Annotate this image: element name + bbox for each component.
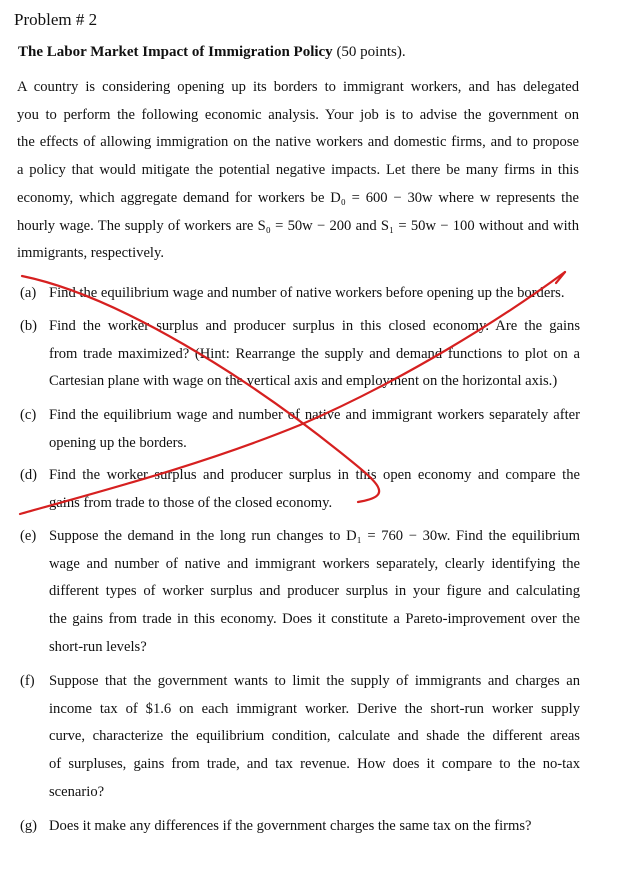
- part-f: [20, 668, 580, 807]
- problem-title: [18, 44, 406, 61]
- intro-line: A country is considering opening up its borders to immigrant workers, and has delegated: [17, 79, 579, 95]
- intro-line: the effects of allowing immigration on the native workers and domestic firms, and to propose: [17, 134, 579, 151]
- part-line: Find the worker surplus and producer surplus in this closed economy. Are the gains: [49, 318, 580, 334]
- part-line: income tax of $1.6 on each immigrant worker. Derive the short-run worker supply: [49, 700, 580, 717]
- intro-paragraph: [17, 74, 579, 268]
- part-line: different types of worker surplus and producer surplus in your figure and calculating: [49, 583, 580, 600]
- part-b: [20, 313, 580, 396]
- part-line: Suppose the demand in the long run changes to D₁ = 760 − 30w. Find the equilibrium: [49, 528, 580, 544]
- intro-line: immigrants, respectively.: [17, 245, 164, 262]
- intro-line: hourly wage. The supply of workers are S₀ = 50w − 200 and S₁ = 50w − 100 without and with: [17, 217, 579, 234]
- part-line: Suppose that the government wants to limit the supply of immigrants and charges an: [49, 673, 580, 689]
- part-label: (d): [20, 467, 38, 483]
- title-points: (50 points).: [336, 44, 406, 60]
- part-label: (a): [20, 285, 37, 301]
- part-line: Find the equilibrium wage and number of native workers before opening up the borders.: [49, 285, 565, 301]
- part-line: the gains from trade in this economy. Does it constitute a Pareto-improvement over the: [49, 611, 580, 628]
- part-a: [20, 280, 580, 308]
- intro-line: a policy that would mitigate the potential negative impacts. Let there be many firms in this: [17, 162, 579, 179]
- title-text: The Labor Market Impact of Immigration Policy: [18, 44, 333, 60]
- part-line: from trade maximized? (Hint: Rearrange the supply and demand functions to plot on a: [49, 345, 580, 362]
- part-label: (b): [20, 318, 38, 334]
- part-line: Find the worker surplus and producer surplus in this open economy and compare the: [49, 467, 580, 483]
- part-line: Find the equilibrium wage and number of native and immigrant workers separately after: [49, 407, 580, 423]
- part-d: [20, 462, 580, 517]
- part-label: (e): [20, 528, 37, 544]
- part-line: gains from trade to those of the closed economy.: [49, 494, 333, 511]
- part-line: opening up the borders.: [49, 434, 187, 451]
- part-line: curve, characterize the equilibrium condition, calculate and shade the different areas: [49, 728, 580, 745]
- part-line: Cartesian plane with wage on the vertical axis and employment on the horizontal axis.): [49, 373, 558, 390]
- part-line: Does it make any differences if the government charges the same tax on the firms?: [49, 818, 532, 834]
- part-label: (g): [20, 818, 38, 834]
- part-line: wage and number of native and immigrant workers separately, clearly identifying the: [49, 555, 580, 572]
- part-e: [20, 523, 580, 662]
- part-c: [20, 402, 580, 457]
- part-label: (f): [20, 673, 35, 689]
- part-line: of surpluses, gains from trade, and tax revenue. How does it compare to the no-tax: [49, 756, 580, 773]
- part-line: scenario?: [49, 783, 105, 800]
- part-line: short-run levels?: [49, 638, 147, 655]
- part-g: [20, 813, 580, 841]
- part-label: (c): [20, 407, 37, 423]
- intro-line: you to perform the following economic analysis. Your job is to advise the government on: [17, 106, 579, 123]
- intro-line: economy, which aggregate demand for workers be D₀ = 600 − 30w where w represents the: [17, 189, 579, 206]
- problem-number: Problem # 2: [14, 10, 98, 29]
